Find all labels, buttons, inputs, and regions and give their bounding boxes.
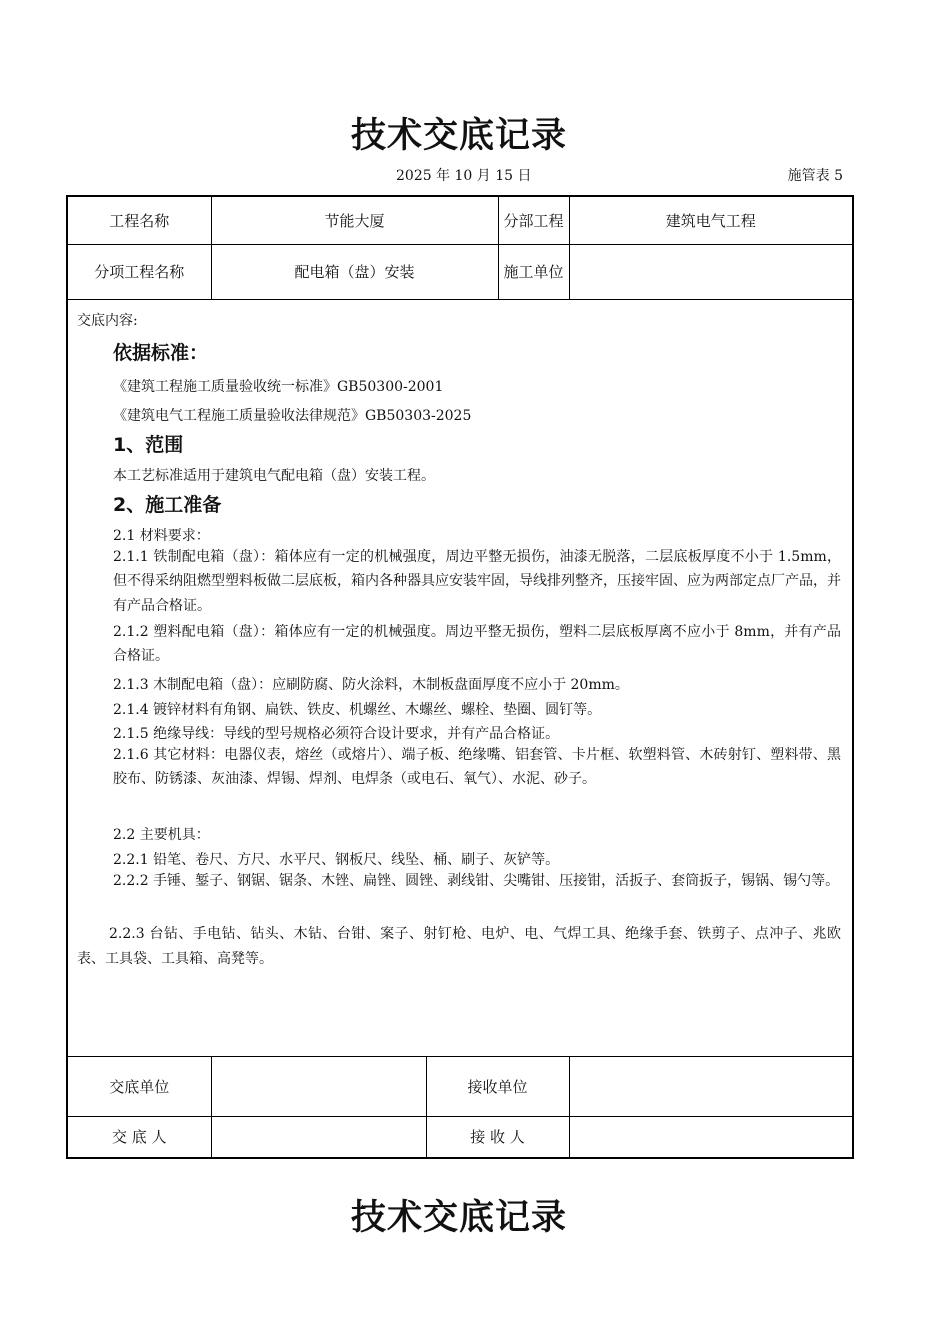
division-label: 分部工程 [498, 196, 569, 244]
handover-person-value [211, 1116, 426, 1158]
handover-unit-label: 交底单位 [67, 1056, 211, 1116]
content-cell [67, 299, 853, 1056]
content-item: 2.1.2 塑料配电箱（盘）：箱体应有一定的机械强度。周边平整无损伤，塑料二层底板厚离不应小于 8mm，并有产品合格证。 [113, 623, 841, 664]
receiver-value [569, 1116, 853, 1158]
form-number: 施管表 5 [787, 168, 843, 184]
basis-heading: 依据标准： [113, 341, 209, 364]
content-label: 交底内容: [77, 312, 138, 329]
content-item: 2.2.3 台钻、手电钻、钻头、木钻、台钳、案子、射钉枪、电炉、电、气焊工具、绝缘手套、铁剪子、点冲子、兆欧表、工具袋、工具箱、高凳等。 [77, 925, 841, 967]
subitem-label: 分项工程名称 [67, 244, 211, 299]
contractor-label: 施工单位 [498, 244, 569, 299]
next-page-title: 技术交底记录 [350, 1198, 567, 1238]
page-title: 技术交底记录 [350, 116, 567, 156]
header-row-project [67, 196, 853, 244]
content-row [67, 299, 853, 1056]
handover-person-label: 交 底 人 [67, 1116, 211, 1158]
project-name-value: 节能大厦 [211, 196, 498, 244]
content-area [68, 300, 852, 1056]
footer-row-units [67, 1056, 853, 1116]
record-date: 2025 年 10 月 15 日 [396, 168, 532, 184]
section1-text: 本工艺标准适用于建筑电气配电箱（盘）安装工程。 [113, 467, 435, 484]
contractor-value [569, 244, 853, 299]
standard-item: 《建筑电气工程施工质量验收法律规范》GB50303-2025 [113, 407, 472, 424]
content-item: 2.1.6 其它材料：电器仪表，熔丝（或熔片）、端子板、绝缘嘴、铝套管、卡片框、软塑料管、木砖射钉、塑料带、黑胶布、防锈漆、灰油漆、焊锡、焊剂、电焊条（或电石、氧气）、水泥、砂子。 [113, 746, 841, 787]
record-table [66, 195, 854, 1159]
standard-item: 《建筑工程施工质量验收统一标准》GB50300-2001 [113, 378, 444, 395]
division-value: 建筑电气工程 [569, 196, 853, 244]
handover-unit-value [211, 1056, 426, 1116]
section1-heading: 1、范围 [113, 433, 184, 456]
content-item: 2.2.2 手锤、錾子、钢锯、锯条、木锉、扁锉、圆锉、剥线钳、尖嘴钳、压接钳，活扳子、套筒扳子，锡锅、锡勺等。 [113, 872, 840, 889]
content-item: 2.1.1 铁制配电箱（盘）：箱体应有一定的机械强度，周边平整无损伤，油漆无脱落，二层底板厚度不小于 1.5mm，但不得采纳阻燃型塑料板做二层底板，箱内各种器具应安装牢固，导线排列整齐，压接牢固、应为两部定点厂产品，并有产品合格证。 [113, 548, 841, 614]
receiving-unit-value [569, 1056, 853, 1116]
content-item: 2.2.1 铅笔、卷尺、方尺、水平尺、钢板尺、线坠、桶、刷子、灰铲等。 [113, 851, 560, 868]
content-item: 2.1.3 木制配电箱（盘）：应刷防腐、防火涂料，木制板盘面厚度不应小于 20mm。 [113, 676, 629, 693]
content-item: 2.1.5 绝缘导线：导线的型号规格必须符合设计要求，并有产品合格证。 [113, 725, 560, 742]
receiver-label: 接 收 人 [426, 1116, 569, 1158]
content-item: 2.1 材料要求： [113, 527, 210, 544]
project-name-label: 工程名称 [67, 196, 211, 244]
header-row-subitem [67, 244, 853, 299]
footer-row-persons [67, 1116, 853, 1158]
content-item: 2.2 主要机具： [113, 826, 210, 843]
subitem-value: 配电箱（盘）安装 [211, 244, 498, 299]
content-item: 2.1.4 镀锌材料有角钢、扁铁、铁皮、机螺丝、木螺丝、螺栓、垫圈、圆钉等。 [113, 701, 602, 718]
receiving-unit-label: 接收单位 [426, 1056, 569, 1116]
section2-heading: 2、施工准备 [113, 493, 222, 516]
